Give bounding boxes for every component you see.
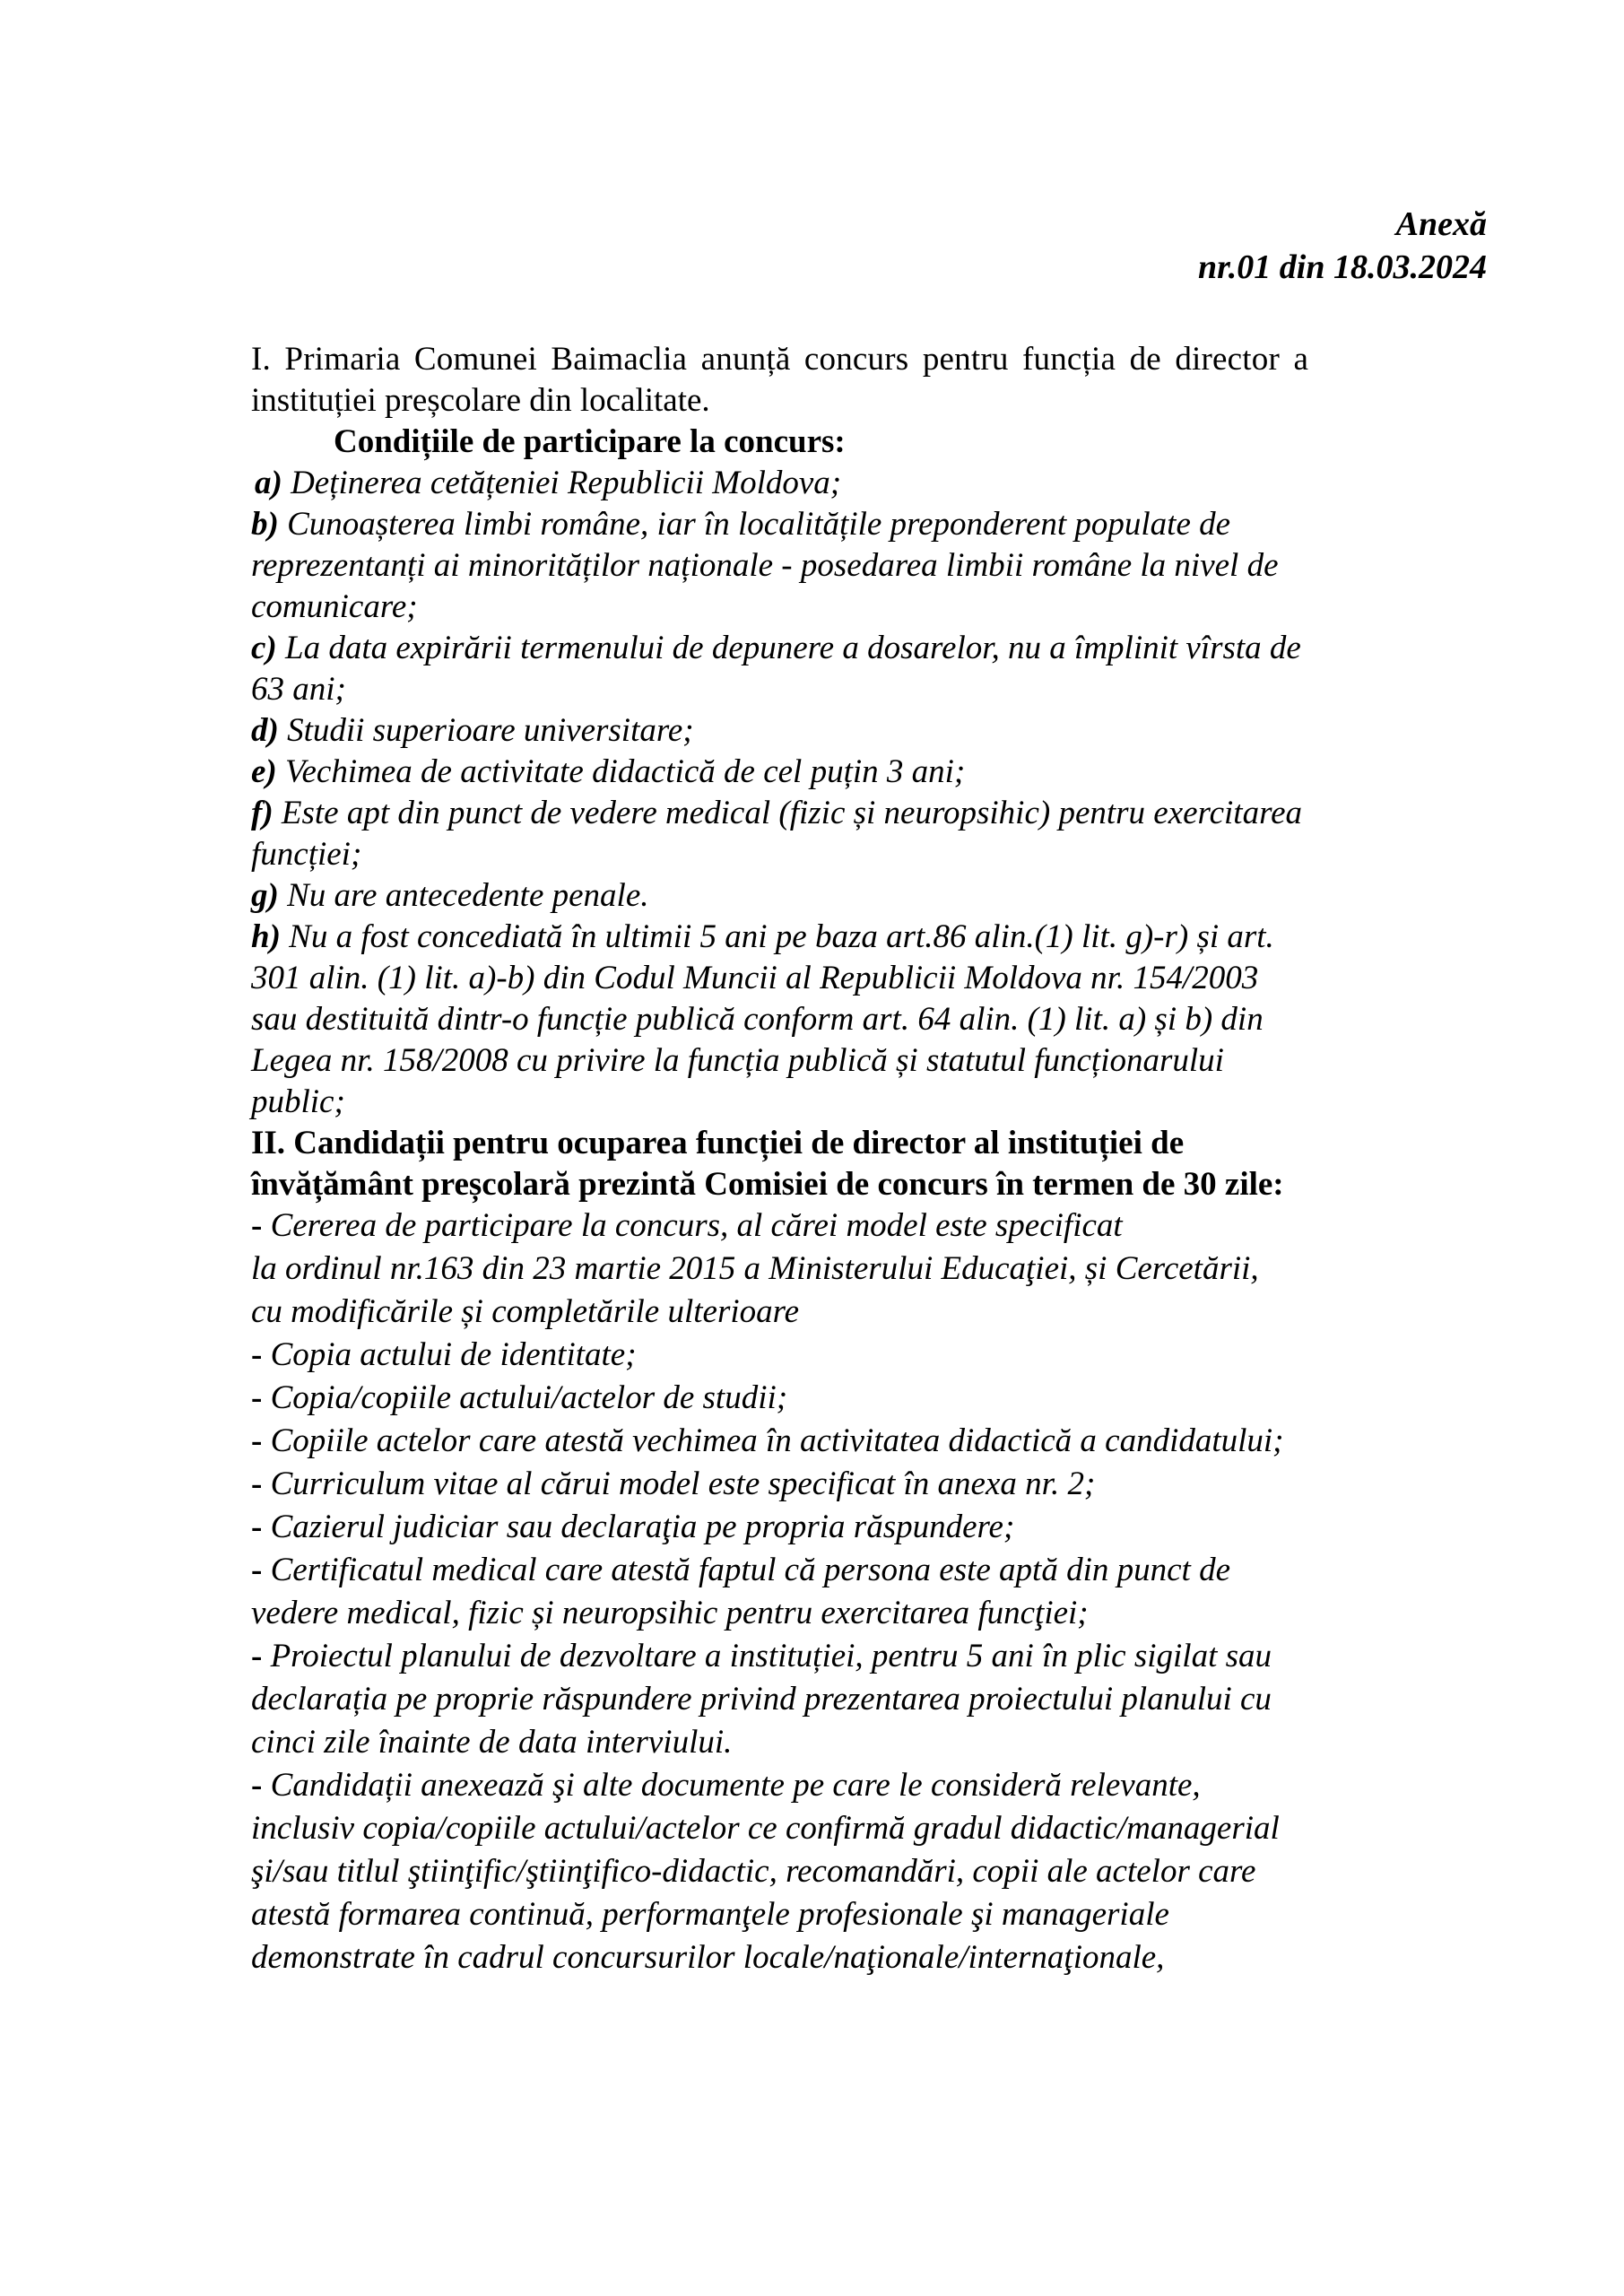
condition-e: e) Vechimea de activitate didactică de cel puțin 3 ani; xyxy=(251,753,966,790)
section-two-title-line-1: II. Candidații pentru ocuparea funcției de director al instituției de xyxy=(251,1125,1185,1161)
condition-d: d) Studii superioare universitare; xyxy=(251,712,694,749)
document-item-other-documents-cont-3: atestă formarea continuă, performanţele profesionale şi manageriale xyxy=(251,1896,1169,1933)
condition-a: a) Deținerea cetățeniei Republicii Moldova; xyxy=(255,465,842,501)
condition-h-cont-4: public; xyxy=(251,1083,345,1120)
condition-g: g) Nu are antecedente penale. xyxy=(251,877,649,914)
condition-c-cont-1: 63 ani; xyxy=(251,671,346,708)
annex-number-date: nr.01 din 18.03.2024 xyxy=(1197,248,1487,286)
condition-h-cont-2: sau destituită dintr-o funcție publică conform art. 64 alin. (1) lit. a) și b) din xyxy=(251,1001,1264,1038)
document-item-other-documents-cont-2: şi/sau titlul ştiinţific/ştiinţifico-didactic, recomandări, copii ale actelor care xyxy=(251,1853,1256,1890)
intro-line-1: I. Primaria Comunei Baimaclia anunță concurs pentru funcția de director a xyxy=(251,341,1309,378)
document-item-seniority-copies: - Copiile actelor care atestă vechimea în activitatea didactică a candidatului; xyxy=(251,1422,1284,1459)
condition-h-cont-3: Legea nr. 158/2008 cu privire la funcția publică și statutul funcționarului xyxy=(251,1042,1224,1079)
condition-f: f) Este apt din punct de vedere medical (fizic și neuropsihic) pentru exercitarea xyxy=(251,795,1303,831)
condition-b: b) Cunoașterea limbi române, iar în localitățile preponderent populate de xyxy=(251,506,1231,543)
document-item-development-plan: - Proiectul planului de dezvoltare a instituției, pentru 5 ani în plic sigilat sau xyxy=(251,1638,1272,1674)
document-item-medical-certificate-cont-1: vedere medical, fizic și neuropsihic pentru exercitarea funcţiei; xyxy=(251,1595,1089,1631)
section-one-label: I xyxy=(251,341,263,378)
document-item-development-plan-cont-2: cinci zile înainte de data interviului. xyxy=(251,1724,733,1761)
condition-b-cont-1: reprezentanți ai minorităților naționale - posedarea limbii române la nivel de xyxy=(251,547,1279,584)
document-item-studies-copy: - Copia/copiile actului/actelor de studii; xyxy=(251,1379,788,1416)
document-item-criminal-record: - Cazierul judiciar sau declaraţia pe propria răspundere; xyxy=(251,1509,1015,1545)
document-item-other-documents-cont-1: inclusiv copia/copiile actului/actelor ce confirmă gradul didactic/managerial xyxy=(251,1810,1280,1847)
condition-h-cont-1: 301 alin. (1) lit. a)-b) din Codul Muncii al Republicii Moldova nr. 154/2003 xyxy=(251,960,1259,996)
annex-title: Anexă xyxy=(1395,205,1487,243)
document-item-cv: - Curriculum vitae al cărui model este specificat în anexa nr. 2; xyxy=(251,1465,1096,1502)
condition-c: c) La data expirării termenului de depunere a dosarelor, nu a împlinit vîrsta de xyxy=(251,630,1301,666)
document-item-other-documents-cont-4: demonstrate în cadrul concursurilor locale/naţionale/internaţionale, xyxy=(251,1939,1165,1976)
condition-h: h) Nu a fost concediată în ultimii 5 ani pe baza art.86 alin.(1) lit. g)-r) și art. xyxy=(251,918,1274,955)
conditions-title: Condițiile de participare la concurs: xyxy=(334,423,846,460)
document-item-application: - Cererea de participare la concurs, al cărei model este specificat xyxy=(251,1207,1123,1244)
condition-f-cont-1: funcției; xyxy=(251,836,362,873)
condition-b-cont-2: comunicare; xyxy=(251,588,418,625)
annex-header xyxy=(1198,203,1487,289)
intro-line-2: instituției preșcolare din localitate. xyxy=(251,382,710,419)
section-two-title-line-2: învățământ preșcolară prezintă Comisiei de concurs în termen de 30 zile: xyxy=(251,1166,1284,1203)
document-item-other-documents: - Candidații anexează şi alte documente pe care le consideră relevante, xyxy=(251,1767,1201,1804)
document-item-application-cont-1: la ordinul nr.163 din 23 martie 2015 a Ministerului Educaţiei, și Cercetării, xyxy=(251,1250,1259,1287)
document-item-application-cont-2: cu modificările și completările ulterioare xyxy=(251,1293,800,1330)
document-item-medical-certificate: - Certificatul medical care atestă faptul că persona este aptă din punct de xyxy=(251,1552,1230,1588)
document-item-development-plan-cont-1: declarația pe proprie răspundere privind prezentarea proiectului planului cu xyxy=(251,1681,1272,1718)
document-item-id-copy: - Copia actului de identitate; xyxy=(251,1336,637,1373)
